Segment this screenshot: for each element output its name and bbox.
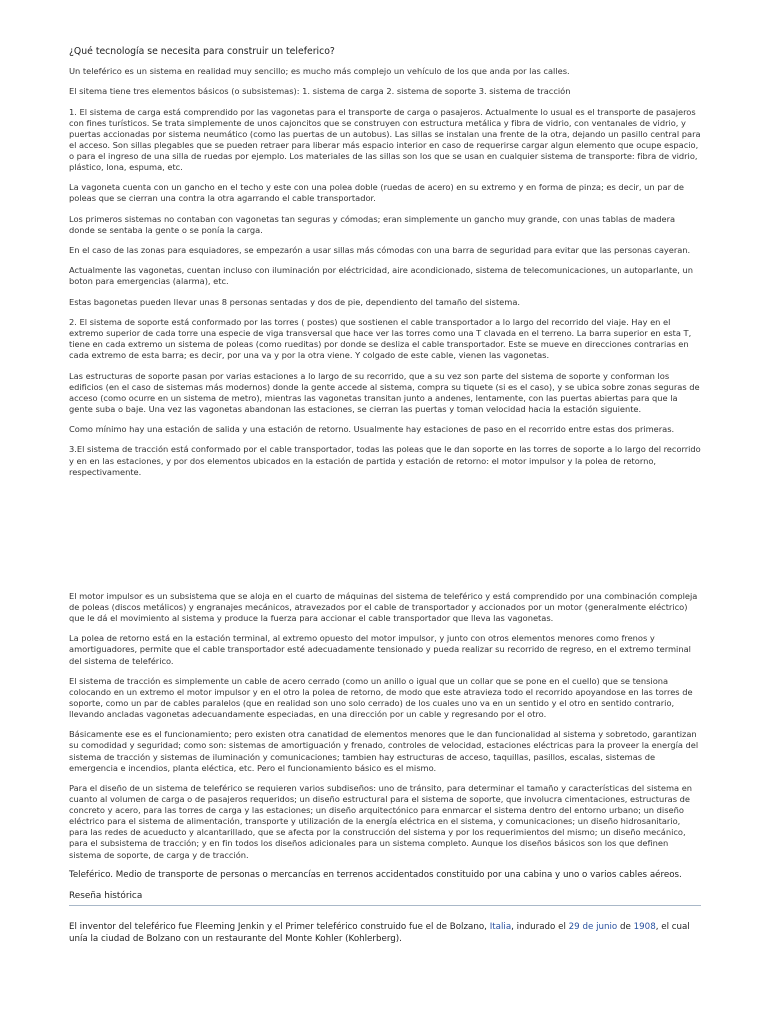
link-year[interactable]: 1908: [633, 922, 656, 933]
history-text: , indurado el: [511, 922, 569, 933]
paragraph: Para el diseño de un sistema de teleférico se requieren varios subdiseños: uno de tránsito, para determinar el tamaño y características del sistema en cuanto al volumen de carga o de pasajeros requeridos; un diseño estructural para el sistema de soporte, que involucra cimentaciones, estructuras de concreto y acero, para las torres de carga y las estaciones; un diseño arquitectónico para enmarcar el sistema dentro del entorno urbano; un diseño eléctrico para el sistema de alimentación, transporte y utilización de la energía eléctrica en el sistema, y comunicaciones; un diseño hidrosanitario, para las redes de acueducto y alcantarillado, que se afecta por la construcción del sistema y por los requerimientos del mismo; un diseño mecánico, para el subsistema de tracción; y en fin todos los diseños adicionales para un sistema completo. Aunque los diseños básicos son los que definen sistema de soporte, de carga y de tracción.: [69, 782, 693, 860]
document-title: ¿Qué tecnología se necesita para construir un teleferico?: [69, 46, 335, 57]
paragraph: 2. El sistema de soporte está conformado por las torres ( postes) que sostienen el cable transportador a lo largo del recorrido del viaje. Hay en el extremo superior de cada torre una especie de viga transversal que hace ver las torres como una T clavada en el terreno. La barra superior en esta T, tiene en cada extremo un sistema de poleas (como rueditas) por donde se desliza el cable transportador. Este se mueve en direcciones contrarias en cada extremo de esta barra; es decir, por una va y por la otra viene. Y colgado de este cable, vienen las vagonetas.: [69, 317, 692, 361]
paragraph: 3.El sistema de tracción está conformado por el cable transportador, todas las poleas que le dan soporte en las torres de soporte a lo largo del recorrido y en en las estaciones, y por dos elementos ubicados en la estación de partida y estación de retorno: el motor impulsor y la polea de retorno, respectivamente.: [69, 444, 701, 477]
link-italia[interactable]: Italia: [489, 922, 512, 933]
section-heading: Reseña histórica: [69, 891, 701, 906]
paragraph: Las estructuras de soporte pasan por varias estaciones a lo largo de su recorrido, que a su vez son parte del sistema de soporte y conforman los edificios (en el caso de sistemas más modernos) donde la gente accede al sistema, compra su tiquete (si es el caso), y se ubica sobre zonas seguras de acceso (como ocurre en un sistema de metro), mientras las vagonetas transitan junto a andenes, lentamente, con las puertas abiertas para que la gente suba o baje. Una vez las vagonetas abandonan las estaciones, se cierran las puertas y toman velocidad hacia la estación siguiente.: [69, 370, 700, 414]
paragraph: La polea de retorno está en la estación terminal, al extremo opuesto del motor impulsor, y junto con otros elementos menores como frenos y amortiguadores, permite que el cable transportador esté adecuadamente tensionado y pueda realizar su recorrido de regreso, en el extremo terminal del sistema de teleférico.: [69, 633, 691, 666]
blank-space: [69, 487, 701, 591]
paragraph: El sistema de tracción es simplemente un cable de acero cerrado (como un anillo o igual que un collar que se pone en el cuello) que se tensiona colocando en un extremo el motor impulsor y en el otro la polea de retorno, de modo que este atravieza todo el recorrido apoyandose en las torres de soporte, como un par de cables paralelos (que en realidad son uno solo cerrado) de los cuales uno va en un sentido y el otro en sentido contrario, llevando ancladas vagonetas adecuandamente especiadas, en una dirección por un cable y regresando por el otro.: [69, 675, 693, 720]
history-text: , el cual unía la ciudad de Bolzano con un restaurante del Monte Kohler (Kohlerberg).: [69, 922, 690, 945]
link-date[interactable]: 29 de junio: [568, 922, 618, 933]
paragraph: En el caso de las zonas para esquiadores, se empezarón a usar sillas más cómodas con una barra de seguridad para evitar que las personas cayeran.: [69, 245, 691, 256]
paragraph: Estas bagonetas pueden llevar unas 8 personas sentadas y dos de pie, dependiento del tamaño del sistema.: [69, 296, 521, 307]
lead-definition: Teleférico. Medio de transporte de personas o mercancías en terrenos accidentados constituido por una cabina y uno o varios cables aéreos.: [69, 869, 682, 880]
document: [69, 46, 701, 945]
paragraph: Los primeros sistemas no contaban con vagonetas tan seguras y cómodas; eran simplemente un gancho muy grande, con unas tablas de madera donde se sentaba la gente o se ponía la carga.: [69, 213, 676, 235]
paragraph: El motor impulsor es un subsistema que se aloja en el cuarto de máquinas del sistema de teleférico y está comprendido por una combinación compleja de poleas (discos metálicos) y engranajes mecánicos, atravezados por el cable de transportador y accionados por un motor (generalmente eléctrico) que le dá el movimiento al sistema y produce la fuerza para accionar el cable transportador que lleva las vagonetas.: [69, 590, 698, 624]
paragraph: Básicamente ese es el funcionamiento; pero existen otra canatidad de elementos menores que le dan funcionalidad al sistema y sobretodo, garantizan su comodidad y seguridad; como son: sistemas de amortiguación y frenado, controles de velocidad, estaciones eléctricas para la proveer la energía del sistema de tracción y sistemas de iluminación y comunicaciones; tambien hay estructuras de acceso, taquillas, pasillos, escalas, sistemas de emergencia e incendios, planta eléctica, etc. Pero el funcionamiento básico es el mismo.: [69, 729, 699, 773]
history-text: de: [617, 922, 634, 933]
history-text: El inventor del teleférico fue Fleeming Jenkin y el Primer teleférico construido fue el de Bolzano,: [69, 922, 490, 933]
history-paragraph: [69, 921, 701, 945]
paragraphs-top: [69, 66, 701, 478]
paragraph: El sitema tiene tres elementos básicos (o subsistemas): 1. sistema de carga 2. sistema de soporte 3. sistema de tracción: [69, 86, 571, 97]
paragraphs-bottom: [69, 591, 701, 861]
paragraph: 1. El sistema de carga está comprendido por las vagonetas para el transporte de carga o pasajeros. Actualmente lo usual es el transporte de pasajeros con fines turísticos. Se trata simplemente de unos cajoncitos que se construyen con estructura metálica y fibra de vidrio, con ventanales de vidrio, y puertas accionadas por sistema neumático (como las puertas de un autobus). Las sillas se instalan una frente de la otra, dejando un pasillo central para el acceso. Son sillas plegables que se pueden retraer para liberar más espacio interior en caso de requerirse cargar algun elemento que ocupe espacio, o para el ingreso de una silla de ruedas por ejemplo. Los materiales de las sillas son los que se usan en cualquier sistema de transporte: fibra de vidrio, plástico, lona, espuma, etc.: [69, 106, 701, 173]
paragraph: Un teleférico es un sistema en realidad muy sencillo; es mucho más complejo un vehículo de los que anda por las calles.: [69, 66, 570, 76]
paragraph: Como mínimo hay una estación de salida y una estación de retorno. Usualmente hay estaciones de paso en el recorrido entre estas dos primeras.: [69, 424, 675, 435]
paragraph: Actualmente las vagonetas, cuentan incluso con iluminación por eléctricidad, aire acondicionado, sistema de telecomunicaciones, un autoparlante, un boton para emergencias (alarma), etc.: [69, 265, 693, 287]
paragraph: La vagoneta cuenta con un gancho en el techo y este con una polea doble (ruedas de acero) en su extremo y en forma de pinza; es decir, un par de poleas que se cierran una contra la otra agarrando el cable transportador.: [69, 182, 684, 204]
